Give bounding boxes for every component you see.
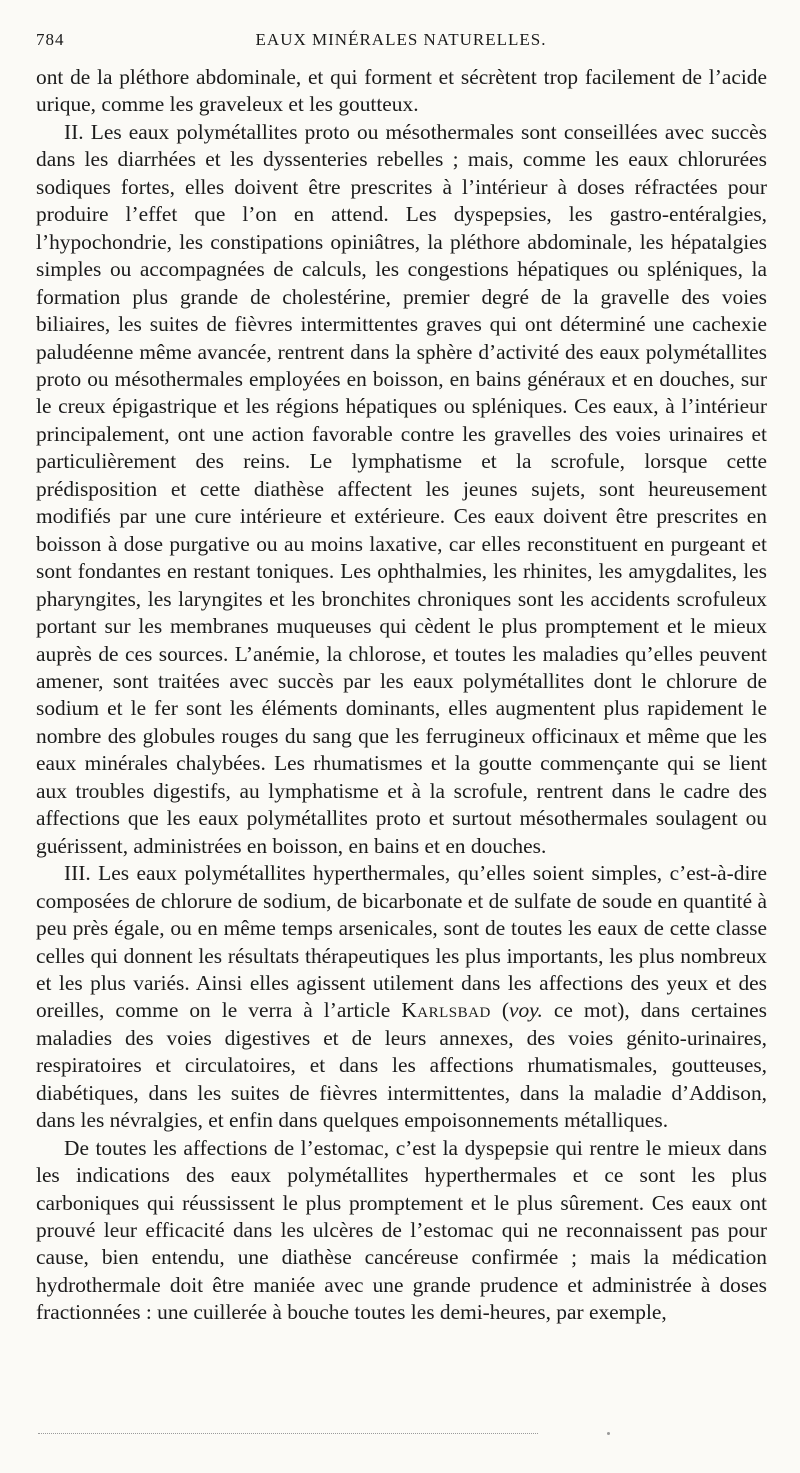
page-number: 784 <box>36 30 65 49</box>
page-header <box>36 30 766 54</box>
voy-abbreviation: voy. <box>508 998 543 1023</box>
paragraph-text: De toutes les affections de l’estomac, c’est la dyspepsie qui rentre le mieux dans les indications des eaux polymétallites hyperthermales et ce sont les plus carboniques qui réussissent le plus promptement et le plus sûrement. Ces eaux ont prouvé leur efficacité dans les ulcères de l’estomac qui ne reconnaissent pas pour cause, bien entendu, une diathèse cancéreuse confirmée ; mais la médication hydrothermale doit être maniée avec une grande prudence et administrée à doses fractionnées : une cuillerée à bouche toutes les demi-heures, par exemple, <box>36 1135 767 1325</box>
paragraph-continuation <box>36 64 767 119</box>
karlsbad-reference: Karlsbad <box>401 998 491 1023</box>
paragraph-text: III. Les eaux polymétallites hyperthermales, qu’elles soient simples, c’est-à-dire composées de chlorure de sodium, de bicarbonate et de sulfate de soude en quantité à peu près égale, ou en même temps arsenicales, sont de toutes les eaux de cette classe celles qui donnent les résultats thérapeutiques les plus importants, les plus nombreux et les plus variés. Ainsi elles agissent utilement dans les affections des yeux et des oreilles, comme on le verra à l’article <box>36 861 767 1023</box>
paragraph-text: ont de la pléthore abdominale, et qui forment et sécrètent trop facilement de l’acide urique, comme les graveleux et les goutteux. <box>36 65 767 117</box>
paragraph-text: ( <box>490 998 509 1023</box>
running-title: EAUX MINÉRALES NATURELLES. <box>255 30 547 49</box>
paragraph-text: II. Les eaux polymétallites proto ou mésothermales sont conseillées avec succès dans les diarrhées et les dyssenteries rebelles ; mais, comme les eaux chlorurées sodiques fortes, elles doivent être prescrites à l’intérieur à doses réfractées pour produire l’effet que l’on en attend. Les dyspepsies, les gastro-entéralgies, l’hypochondrie, les constipations opiniâtres, la pléthore abdominale, les hépatalgies simples ou accompagnées de calculs, les congestions hépatiques ou spléniques, la formation plus grande de cholestérine, premier degré de la gravelle des voies biliaires, les suites de fièvres intermittentes graves qui ont déterminé une cachexie paludéenne même avancée, rentrent dans la sphère d’activité des eaux polymétallites proto ou mésothermales employées en boisson, en bains généraux et en douches, sur le creux épigastrique et les régions hépatiques ou spléniques. Ces eaux, à l’intérieur principalement, ont une action favorable contre les gravelles des voies urinaires et particulièrement des reins. Le lymphatisme et la scrofule, lorsque cette prédisposition et cette diathèse affectent les jeunes sujets, sont heureusement modifiés par une cure intérieure et extérieure. Ces eaux doivent être prescrites en boisson à dose purgative ou au moins laxative, car elles reconstituent en purgeant et sont fondantes en restant toniques. Les ophthalmies, les rhinites, les amygdalites, les pharyngites, les laryngites et les bronchites chroniques sont les accidents scrofuleux portant sur les membranes muqueuses qui cèdent le plus promptement et le mieux auprès de ces sources. L’anémie, la chlorose, et toutes les maladies qu’elles peuvent amener, sont traitées avec succès par les eaux polymétallites dont le chlorure de sodium et le fer sont les éléments dominants, elles augmentent plus rapidement le nombre des globules rouges du sang que les ferrugineux officinaux et même que les eaux minérales chalybées. Les rhumatismes et la goutte commençante qui se lient aux troubles digestifs, au lymphatisme et à la scrofule, rentrent dans le cadre des affections que les eaux polymétallites proto et surtout mésothermales soulagent ou guérissent, administrées en boisson, en bains et en douches. <box>36 119 767 858</box>
paragraph-section-iii <box>36 860 767 1135</box>
paragraph-text: ce mot), dans certaines maladies des voies digestives et de leurs annexes, des voies génito-urinaires, respiratoires et circulatoires, et dans les affections rhumatismales, goutteuses, diabétiques, dans les suites de fièvres intermittentes, dans la maladie d’Addison, dans les névralgies, et enfin dans quelques empoisonnements métalliques. <box>36 998 767 1133</box>
paragraph-section-ii <box>36 119 767 860</box>
footer-dot <box>607 1432 610 1435</box>
page-body <box>36 64 767 1327</box>
paragraph-stomach <box>36 1135 767 1327</box>
footer-dotted-rule <box>38 1433 538 1434</box>
